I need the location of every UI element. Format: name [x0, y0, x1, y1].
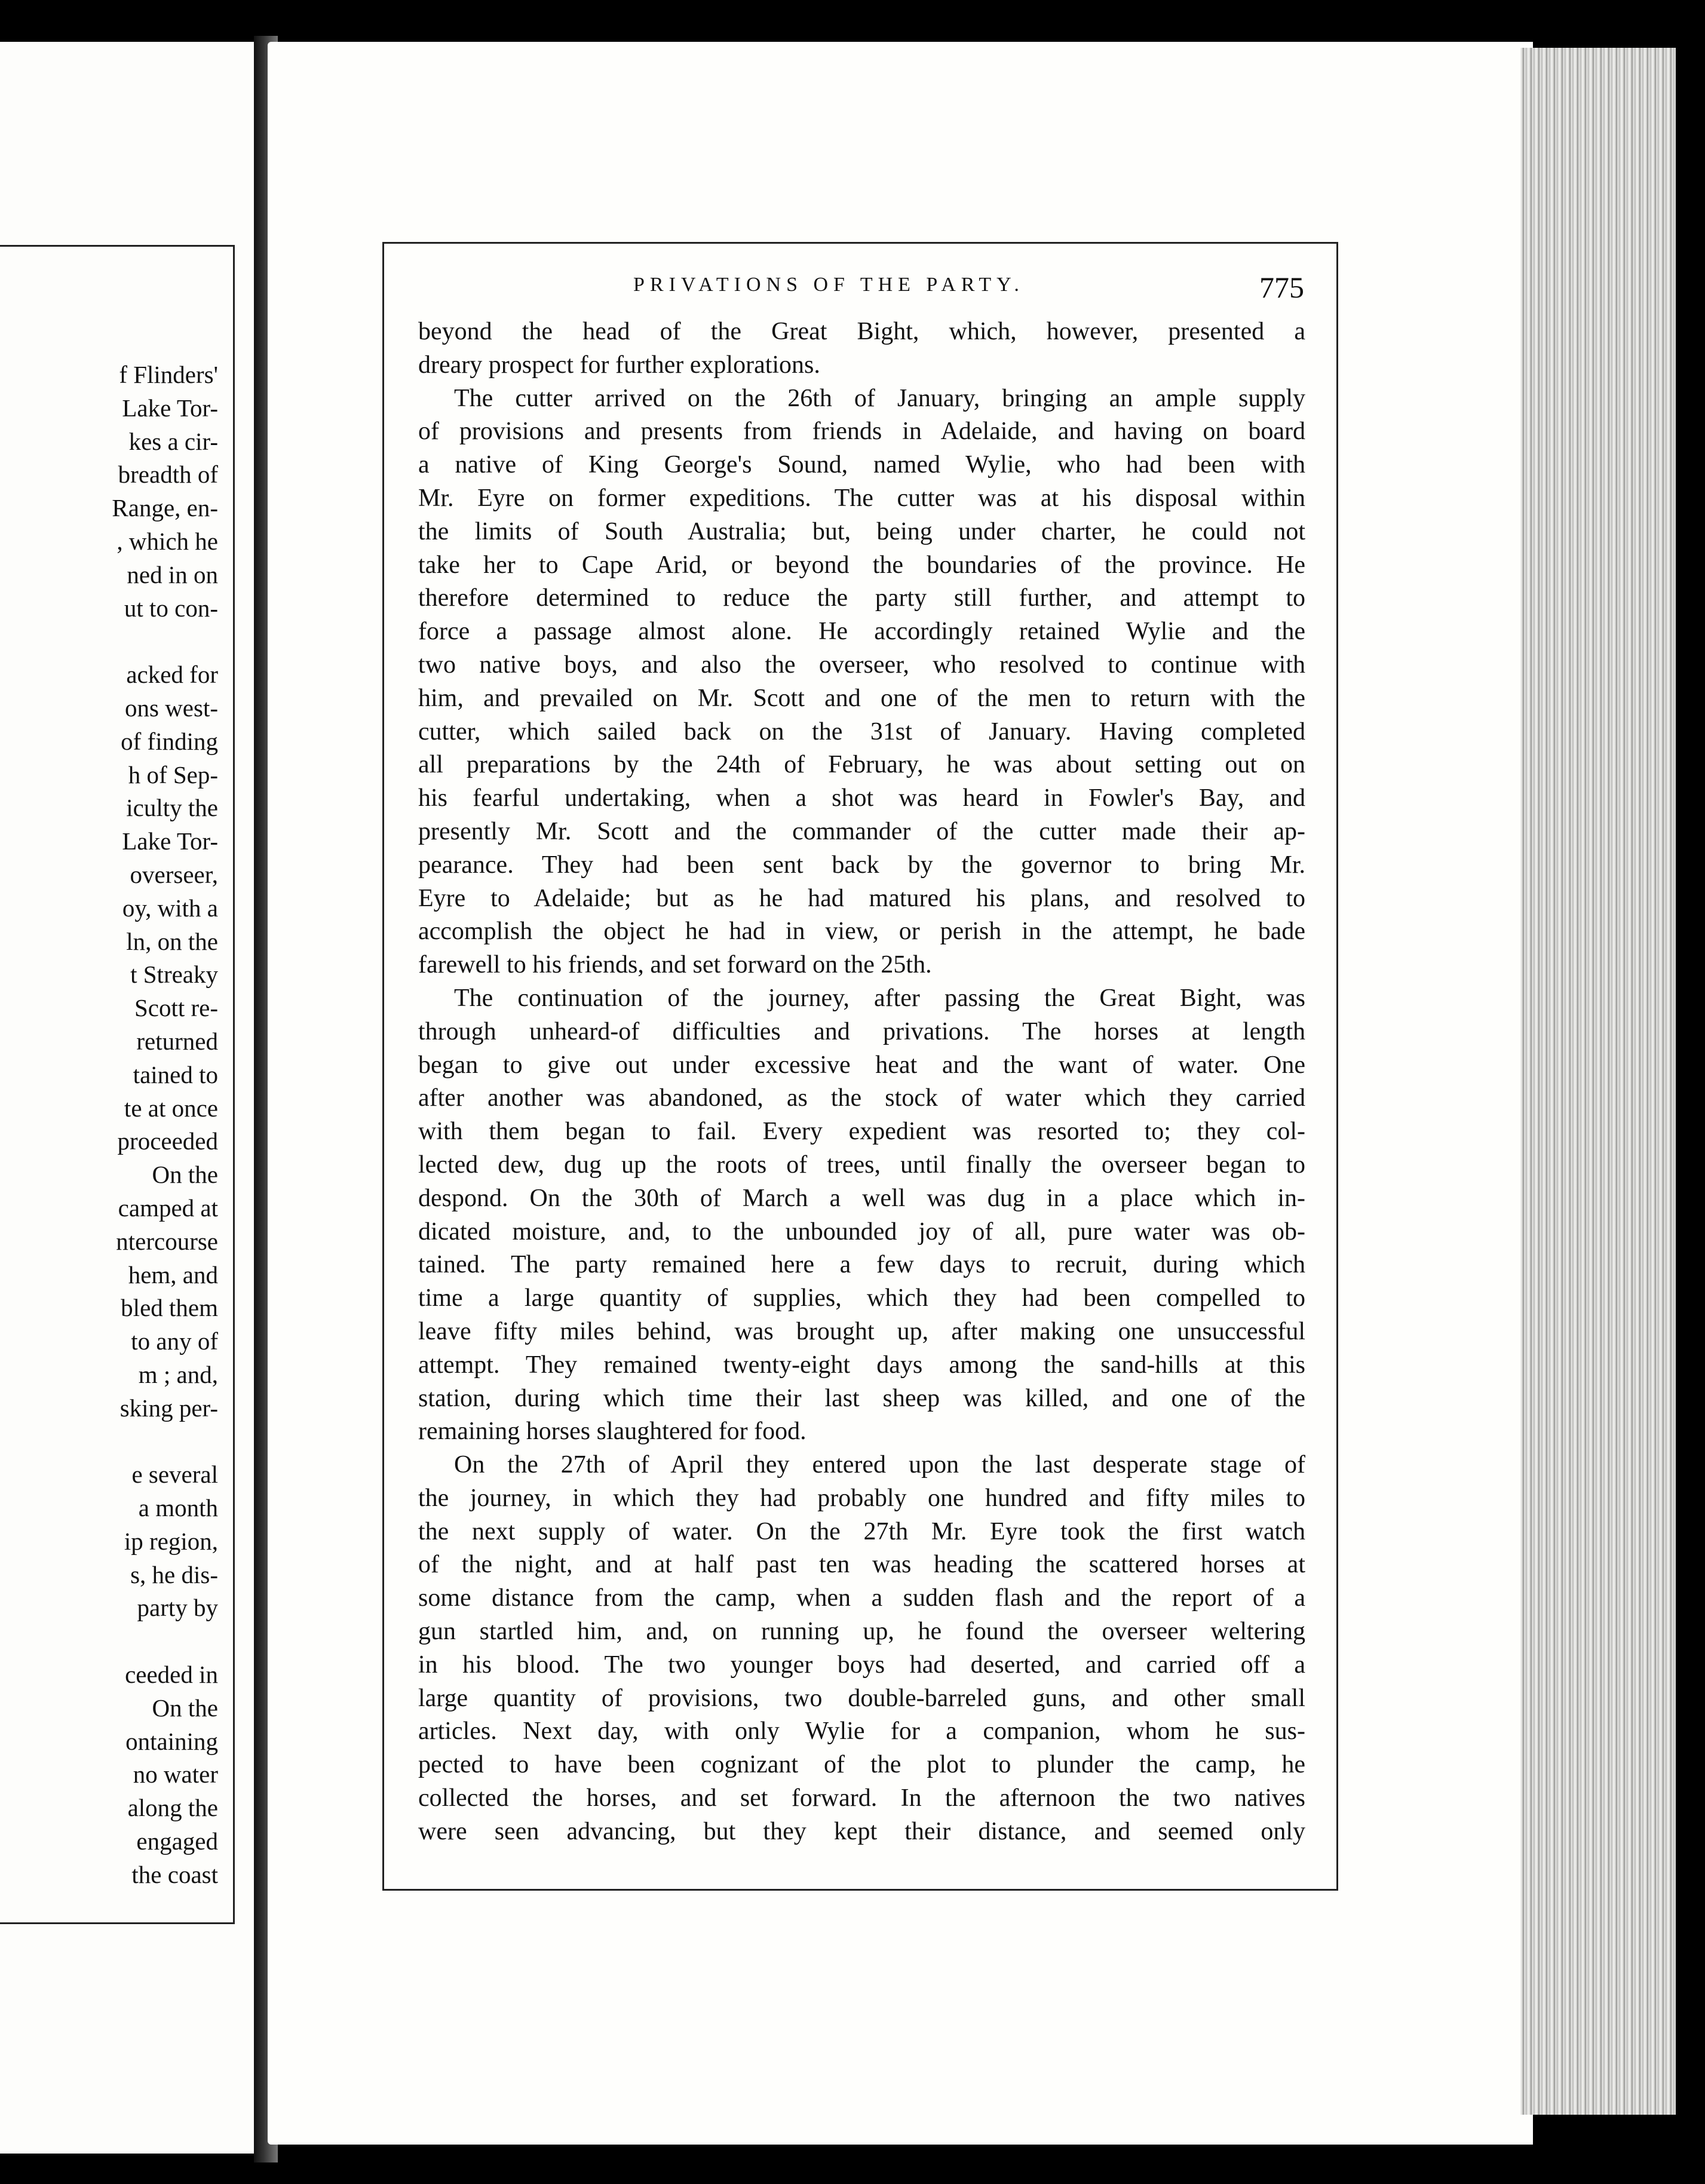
text-line: On the 27th of April they entered upon the last desperate stage of	[454, 1451, 1305, 1479]
left-text-line: bled them	[121, 1294, 218, 1322]
left-text-line: Lake Tor-	[122, 394, 218, 422]
left-text-line: ntercourse	[116, 1227, 218, 1255]
body-text	[418, 315, 1305, 1849]
text-line: a native of King George's Sound, named Wylie, who had been with	[418, 451, 1305, 479]
left-text-line: t Streaky	[130, 961, 218, 989]
left-text-line: oy, with a	[122, 894, 218, 922]
left-text-line: ceeded in	[125, 1661, 218, 1689]
left-page-text	[15, 358, 218, 1892]
left-text-line: to any of	[131, 1327, 218, 1355]
left-text-line: a month	[138, 1494, 218, 1522]
page-number: 775	[1259, 271, 1304, 304]
text-line: collected the horses, and set forward. In the afternoon the two natives	[418, 1784, 1305, 1812]
text-line: his fearful undertaking, when a shot was heard in Fowler's Bay, and	[418, 784, 1305, 812]
left-text-line: sking per-	[119, 1394, 218, 1422]
left-text-line: ip region,	[124, 1527, 218, 1555]
text-line: Mr. Eyre on former expeditions. The cutter was at his disposal within	[418, 484, 1305, 512]
text-line: articles. Next day, with only Wylie for a companion, whom he sus-	[418, 1717, 1305, 1746]
text-line: cutter, which sailed back on the 31st of January. Having completed	[418, 717, 1305, 746]
left-text-line: party by	[137, 1594, 218, 1622]
left-text-line: acked for	[126, 661, 218, 689]
left-text-line: e several	[131, 1461, 218, 1489]
left-text-line: ned in on	[127, 560, 218, 588]
left-text-line: no water	[133, 1760, 218, 1789]
left-text-line: Scott re-	[134, 994, 218, 1022]
text-line: The cutter arrived on the 26th of January, bringing an ample supply	[454, 384, 1305, 412]
left-text-line: tained to	[133, 1060, 218, 1088]
left-text-line: overseer,	[130, 860, 218, 888]
left-text-line	[15, 1425, 218, 1459]
left-text-line: , which he	[116, 527, 218, 555]
text-line: pected to have been cognizant of the plot to plunder the camp, he	[418, 1751, 1305, 1779]
text-line: station, during which time their last sheep was killed, and one of the	[418, 1384, 1305, 1412]
text-line: leave fifty miles behind, was brought up, after making one unsuccessful	[418, 1317, 1305, 1345]
left-text-line: te at once	[124, 1094, 218, 1122]
left-text-line: Lake Tor-	[122, 827, 218, 855]
text-line: in his blood. The two younger boys had deserted, and carried off a	[418, 1651, 1305, 1679]
text-line: all preparations by the 24th of February, he was about setting out on	[418, 751, 1305, 779]
left-text-line: f Flinders'	[119, 361, 218, 388]
left-text-line: of finding	[121, 727, 218, 755]
left-facing-page	[0, 42, 254, 2154]
text-line: began to give out under excessive heat and the want of water. One	[418, 1051, 1305, 1079]
left-text-line: On the	[152, 1161, 218, 1189]
text-line: remaining horses slaughtered for food.	[418, 1418, 806, 1446]
left-text-line: returned	[136, 1027, 218, 1055]
text-line: large quantity of provisions, two double-barreled guns, and other small	[418, 1684, 1305, 1712]
text-line: some distance from the camp, when a sudden flash and the report of a	[418, 1584, 1305, 1612]
left-text-line: engaged	[136, 1827, 218, 1855]
page-edges	[1520, 48, 1676, 2115]
left-text-line: ln, on the	[126, 927, 218, 955]
text-line: time a large quantity of supplies, which they had been compelled to	[418, 1284, 1305, 1312]
text-line: him, and prevailed on Mr. Scott and one of the men to return with the	[418, 684, 1305, 712]
text-line: dreary prospect for further explorations.	[418, 351, 820, 379]
left-text-line: m ; and,	[138, 1360, 218, 1388]
text-line: take her to Cape Arid, or beyond the boundaries of the province. He	[418, 551, 1305, 579]
text-line: force a passage almost alone. He accordingly retained Wylie and the	[418, 618, 1305, 646]
left-text-line: camped at	[118, 1194, 218, 1222]
text-line: the next supply of water. On the 27th Mr. Eyre took the first watch	[418, 1517, 1305, 1545]
left-text-line: ut to con-	[124, 594, 218, 622]
text-line: farewell to his friends, and set forward on the 25th.	[418, 951, 932, 979]
left-text-line: Range, en-	[112, 494, 218, 522]
text-line: with them began to fail. Every expedient was resorted to; they col-	[418, 1118, 1305, 1146]
text-line: were seen advancing, but they kept their distance, and seemed only	[418, 1817, 1305, 1845]
left-text-line: proceeded	[117, 1127, 218, 1155]
left-text-line: ons west-	[124, 694, 218, 722]
text-line: after another was abandoned, as the stock of water which they carried	[418, 1084, 1305, 1112]
text-line: despond. On the 30th of March a well was dug in a place which in-	[418, 1184, 1305, 1212]
left-text-line	[15, 1625, 218, 1658]
text-line: of provisions and presents from friends in Adelaide, and having on board	[418, 418, 1305, 446]
left-text-line: breadth of	[118, 461, 218, 489]
text-line: of the night, and at half past ten was heading the scattered horses at	[418, 1551, 1305, 1579]
text-line: tained. The party remained here a few days to recruit, during which	[418, 1251, 1305, 1279]
left-text-line	[15, 625, 218, 658]
left-text-line: the coast	[131, 1860, 218, 1888]
left-text-line: kes a cir-	[128, 427, 218, 455]
text-line: therefore determined to reduce the party still further, and attempt to	[418, 584, 1305, 612]
text-line: dicated moisture, and, to the unbounded joy of all, pure water was ob-	[418, 1217, 1305, 1246]
left-text-line: hem, and	[128, 1260, 218, 1289]
text-line: beyond the head of the Great Bight, which, however, presented a	[418, 318, 1305, 345]
text-line: presently Mr. Scott and the commander of the cutter made their ap-	[418, 817, 1305, 845]
left-text-line: along the	[127, 1794, 218, 1822]
text-line: attempt. They remained twenty-eight days among the sand-hills at this	[418, 1351, 1305, 1379]
left-text-line: h of Sep-	[128, 760, 218, 789]
text-line: accomplish the object he had in view, or perish in the attempt, he bade	[418, 918, 1305, 946]
left-text-line: ontaining	[125, 1727, 218, 1755]
left-text-line: s, he dis-	[130, 1560, 218, 1588]
text-line: through unheard-of difficulties and privations. The horses at length	[418, 1017, 1305, 1045]
text-line: the journey, in which they had probably one hundred and fifty miles to	[418, 1484, 1305, 1512]
text-line: The continuation of the journey, after passing the Great Bight, was	[454, 984, 1305, 1012]
text-line: pearance. They had been sent back by the governor to bring Mr.	[418, 851, 1305, 879]
text-line: the limits of South Australia; but, being under charter, he could not	[418, 517, 1305, 545]
running-head: PRIVATIONS OF THE PARTY.	[633, 274, 1025, 296]
text-line: two native boys, and also the overseer, who resolved to continue with	[418, 651, 1305, 679]
text-line: gun startled him, and, on running up, he found the overseer weltering	[418, 1618, 1305, 1646]
text-line: lected dew, dug up the roots of trees, until finally the overseer began to	[418, 1151, 1305, 1179]
text-line: Eyre to Adelaide; but as he had matured his plans, and resolved to	[418, 884, 1305, 912]
left-text-line: iculty the	[126, 794, 218, 822]
left-text-line: On the	[152, 1694, 218, 1722]
